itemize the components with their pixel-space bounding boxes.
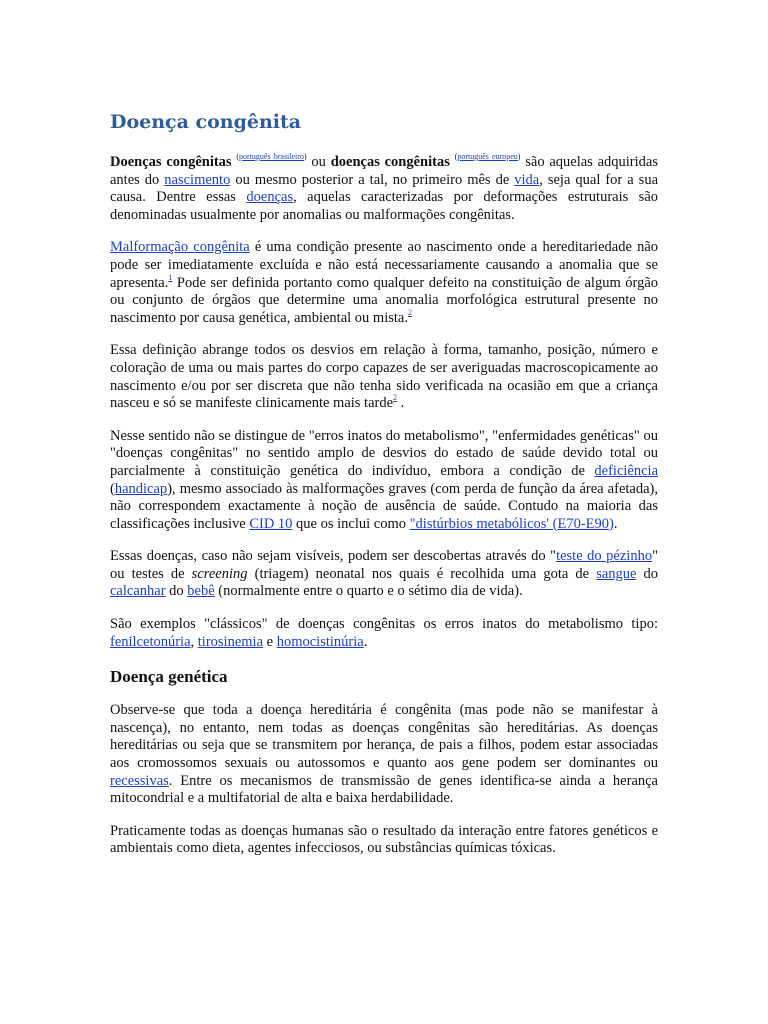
link-fenilcetonuria[interactable]: fenilcetonúria <box>110 633 191 650</box>
page-title: Doença congênita <box>110 111 302 133</box>
link-calcanhar[interactable]: calcanhar <box>110 583 166 600</box>
link-malformacao-congenita[interactable]: Malformação congênita <box>110 239 250 256</box>
text: , aquelas caracterizadas por deformações estruturais são denominadas usualmente por anomalias ou malformações congênitas. <box>110 189 659 223</box>
text: do <box>169 583 184 600</box>
link-tirosinemia[interactable]: tirosinemia <box>197 633 264 650</box>
text-screening: screening <box>191 565 248 582</box>
reference-link-2b[interactable]: 2 <box>393 393 398 403</box>
link-nascimento[interactable]: nascimento <box>164 171 231 188</box>
term-european: doenças congênitas <box>330 154 450 170</box>
paragraph-interacao <box>110 823 658 858</box>
link-homocistinuria[interactable]: homocistinúria <box>276 633 364 650</box>
variant-note-eu: (português europeu) <box>454 152 521 161</box>
link-vida[interactable]: vida <box>514 171 540 188</box>
article <box>110 110 658 873</box>
link-handicap[interactable]: handicap <box>114 480 168 497</box>
link-disturbios-metabolicos[interactable]: "distúrbios metabólicos' (E70-E90) <box>409 515 614 532</box>
text: Pode ser definida portanto como qualquer defeito na constituição de algum órgão ou conjunto de órgãos que determine uma anomalia morfológica estrutural presente no nascimento por causa genética, ambiental ou mista. <box>110 274 659 326</box>
term-brazilian: Doenças congênitas <box>110 154 232 170</box>
reference-link-1[interactable]: 1 <box>168 272 173 282</box>
link-doencas[interactable]: doenças <box>246 189 294 206</box>
text: " ou testes de <box>110 548 658 582</box>
text: Praticamente todas as doenças humanas são o resultado da interação entre fatores genéticos e ambientais como dieta, agentes infecciosos, ou substâncias químicas tóxicas. <box>110 822 658 857</box>
reference-link-2[interactable]: 2 <box>407 307 412 317</box>
text: (normalmente entre o quarto e o sétimo dia de vida). <box>218 583 523 600</box>
paragraph-hereditaria <box>110 702 658 808</box>
text: , <box>190 633 195 650</box>
text: . <box>400 395 405 412</box>
paragraph-intro <box>110 154 658 224</box>
link-teste-do-pezinho[interactable]: teste do pézinho <box>556 548 653 565</box>
text-ou: ou <box>311 154 326 170</box>
text: São exemplos "clássicos" de doenças congênitas os erros inatos do metabolismo tipo: <box>110 616 658 633</box>
variant-note-br: (português brasileiro) <box>236 152 307 161</box>
text: é uma condição presente ao nascimento onde a hereditariedade não pode ser imediatamente excluída e não está necessariamente causando a anomalia que se apresenta. <box>110 239 659 291</box>
text: ou mesmo posterior a tal, no primeiro mês de <box>235 171 510 188</box>
link-deficiencia[interactable]: deficiência <box>594 462 658 479</box>
text: . Entre os mecanismos de transmissão de genes identifica-se ainda a herança mitocondrial e a multifatorial de alta e baixa herdabilidade. <box>110 772 658 807</box>
link-cid-10[interactable]: CID 10 <box>249 515 293 532</box>
paragraph-teste <box>110 548 658 601</box>
text: (triagem) neonatal nos quais é recolhida uma gota de <box>254 565 590 582</box>
link-bebe[interactable]: bebê <box>187 583 215 600</box>
link-sangue[interactable]: sangue <box>596 565 637 582</box>
link-portugues-europeu[interactable]: português europeu <box>457 152 518 161</box>
paragraph-exemplos <box>110 616 658 651</box>
paragraph-definicao <box>110 342 658 412</box>
section-heading-wrap <box>110 666 658 688</box>
reference-1 <box>168 273 172 282</box>
paragraph-sentido <box>110 428 658 534</box>
reference-2 <box>408 308 412 317</box>
text: que os inclui como <box>296 515 406 532</box>
text: Essas doenças, caso não sejam visíveis, podem ser descobertas através do " <box>110 548 557 565</box>
text: . <box>363 633 368 650</box>
text: , seja qual for a sua causa. Dentre essas <box>110 171 659 206</box>
link-portugues-brasileiro[interactable]: português brasileiro <box>239 152 304 161</box>
paragraph-malformacao <box>110 239 658 327</box>
text: são aquelas adquiridas antes do <box>110 154 658 188</box>
text: . <box>613 515 618 532</box>
text: Essa definição abrange todos os desvios em relação à forma, tamanho, posição, número e coloração de uma ou mais partes do corpo capazes de ser averiguadas macroscopicamente ao nascimento e/ou por ser discreta que não tenha sido verificada na ocasião em que a criança nasceu e só se manifeste clinicamente mais tarde <box>110 342 658 412</box>
text: Observe-se que toda a doença hereditária é congênita (mas pode não se manifestar à nascença), no entanto, nem todas as doenças congênitas são hereditárias. As doenças hereditárias ou seja que se transmitem por herança, de pais a filhos, podem estar associadas aos cromossomos sexuais ou autossomos e quanto aos gene podem ser dominantes ou <box>110 702 658 772</box>
text: Nesse sentido não se distingue de "erros inatos do metabolismo", "enfermidades genéticas" ou "doenças congênitas" no sentido amplo de desvios do estado de saúde devido total ou parcialmente à constituição genética do indivíduo, embora a condição de <box>110 427 658 479</box>
text: ( <box>110 480 115 497</box>
section-title-doenca-genetica: Doença genética <box>110 667 228 687</box>
text: e <box>266 633 274 650</box>
reference-2b <box>393 393 397 402</box>
text: do <box>643 565 659 582</box>
text: ), mesmo associado às malformações graves (com perda de função da área afetada), não correspondem exactamente à noção de ausência de saúde. Contudo na maioria das classificações inclusive <box>110 480 658 532</box>
link-recessivas[interactable]: recessivas <box>110 772 169 789</box>
